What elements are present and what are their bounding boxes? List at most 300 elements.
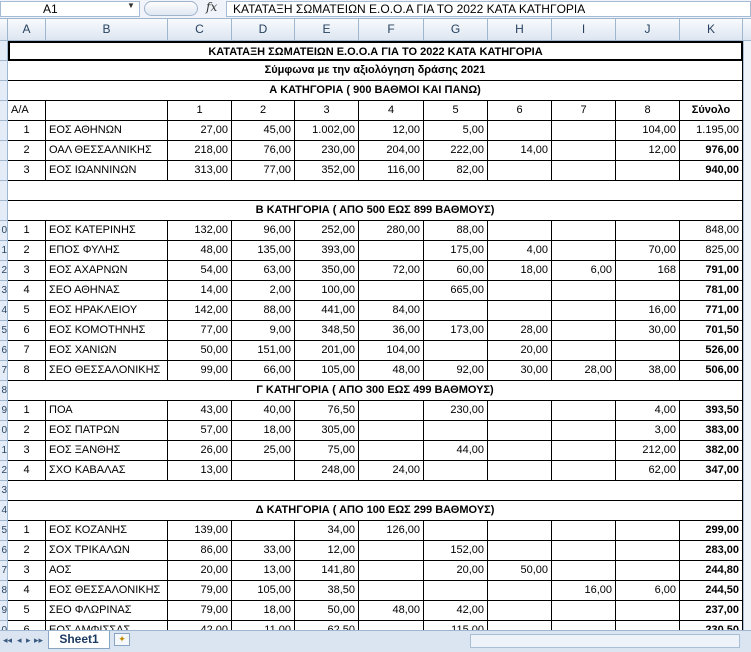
value-cell[interactable]: 3: [8, 161, 46, 181]
value-cell[interactable]: 230,00: [424, 401, 488, 421]
value-cell[interactable]: 12,00: [295, 541, 359, 561]
value-cell[interactable]: [552, 521, 616, 541]
club-name-cell[interactable]: ΣΕΟ ΦΛΩΡΙΝΑΣ: [46, 601, 168, 621]
value-cell[interactable]: 6,00: [552, 261, 616, 281]
value-cell[interactable]: 26,00: [168, 441, 232, 461]
value-cell[interactable]: 441,00: [295, 301, 359, 321]
value-cell[interactable]: 3,00: [616, 421, 680, 441]
value-cell[interactable]: 4,00: [616, 401, 680, 421]
value-cell[interactable]: 2: [8, 141, 46, 161]
value-cell[interactable]: 142,00: [168, 301, 232, 321]
row-header[interactable]: [0, 181, 8, 201]
value-cell[interactable]: 105,00: [295, 361, 359, 381]
total-cell[interactable]: 237,00: [680, 601, 743, 621]
value-cell[interactable]: [359, 241, 424, 261]
header-cell[interactable]: Σύνολο: [680, 101, 743, 121]
value-cell[interactable]: 132,00: [168, 221, 232, 241]
value-cell[interactable]: [424, 341, 488, 361]
value-cell[interactable]: 57,00: [168, 421, 232, 441]
total-cell[interactable]: 383,00: [680, 421, 743, 441]
value-cell[interactable]: 33,00: [232, 541, 295, 561]
row-header[interactable]: 6: [0, 341, 8, 361]
value-cell[interactable]: 204,00: [359, 141, 424, 161]
value-cell[interactable]: 248,00: [295, 461, 359, 481]
club-name-cell[interactable]: ΕΟΣ ΚΟΖΑΝΗΣ: [46, 521, 168, 541]
value-cell[interactable]: [552, 321, 616, 341]
value-cell[interactable]: 92,00: [424, 361, 488, 381]
value-cell[interactable]: 48,00: [168, 241, 232, 261]
club-name-cell[interactable]: ΕΟΣ ΑΧΑΡΝΩΝ: [46, 261, 168, 281]
value-cell[interactable]: 18,00: [232, 421, 295, 441]
header-cell[interactable]: 7: [552, 101, 616, 121]
row-header[interactable]: [0, 161, 8, 181]
row-header[interactable]: [0, 101, 8, 121]
value-cell[interactable]: 1: [8, 401, 46, 421]
header-cell[interactable]: 8: [616, 101, 680, 121]
club-name-cell[interactable]: ΣΕΟ ΘΕΣΣΑΛΟΝΙΚΗΣ: [46, 361, 168, 381]
value-cell[interactable]: [552, 441, 616, 461]
header-cell[interactable]: 3: [295, 101, 359, 121]
total-cell[interactable]: 506,00: [680, 361, 743, 381]
club-name-cell[interactable]: ΕΟΣ ΚΑΤΕΡΙΝΗΣ: [46, 221, 168, 241]
value-cell[interactable]: 34,00: [295, 521, 359, 541]
column-header-j[interactable]: J: [616, 19, 680, 40]
value-cell[interactable]: 96,00: [232, 221, 295, 241]
header-cell[interactable]: 2: [232, 101, 295, 121]
value-cell[interactable]: 75,00: [295, 441, 359, 461]
value-cell[interactable]: [616, 161, 680, 181]
club-name-cell[interactable]: ΕΟΣ ΠΑΤΡΩΝ: [46, 421, 168, 441]
value-cell[interactable]: 70,00: [616, 241, 680, 261]
value-cell[interactable]: 20,00: [168, 561, 232, 581]
value-cell[interactable]: 18,00: [232, 601, 295, 621]
total-cell[interactable]: 283,00: [680, 541, 743, 561]
column-header-k[interactable]: K: [680, 19, 743, 40]
value-cell[interactable]: 104,00: [616, 121, 680, 141]
value-cell[interactable]: 48,00: [359, 361, 424, 381]
function-icon[interactable]: fx: [206, 0, 218, 14]
table-row: [0, 481, 751, 501]
header-cell[interactable]: 1: [168, 101, 232, 121]
value-cell[interactable]: [359, 281, 424, 301]
total-cell[interactable]: 526,00: [680, 341, 743, 361]
column-header-a[interactable]: A: [8, 19, 46, 40]
row-header[interactable]: 0: [0, 221, 8, 241]
value-cell[interactable]: 82,00: [424, 161, 488, 181]
value-cell[interactable]: [424, 301, 488, 321]
sheet-title[interactable]: ΚΑΤΑΤΑΞΗ ΣΩΜΑΤΕΙΩΝ Ε.Ο.Ο.Α ΓΙΑ ΤΟ 2022 ΚΑΤΑ ΚΑΤΗΓΟΡΙΑ: [8, 41, 743, 61]
value-cell[interactable]: [552, 281, 616, 301]
value-cell[interactable]: [552, 421, 616, 441]
value-cell[interactable]: 4,00: [488, 241, 552, 261]
row-header[interactable]: 1: [0, 241, 8, 261]
value-cell[interactable]: 50,00: [168, 341, 232, 361]
value-cell[interactable]: 348,50: [295, 321, 359, 341]
club-name-cell[interactable]: ΟΑΛ ΘΕΣΣΑΛΝΙΚΗΣ: [46, 141, 168, 161]
value-cell[interactable]: [488, 221, 552, 241]
value-cell[interactable]: [552, 341, 616, 361]
value-cell[interactable]: 222,00: [424, 141, 488, 161]
row-header[interactable]: 5: [0, 321, 8, 341]
row-header[interactable]: 6: [0, 541, 8, 561]
value-cell[interactable]: 3: [8, 441, 46, 461]
value-cell[interactable]: 62,00: [616, 461, 680, 481]
value-cell[interactable]: 305,00: [295, 421, 359, 441]
value-cell[interactable]: 3: [8, 261, 46, 281]
value-cell[interactable]: 18,00: [488, 261, 552, 281]
value-cell[interactable]: [552, 541, 616, 561]
club-name-cell[interactable]: ΠΟΑ: [46, 401, 168, 421]
value-cell[interactable]: [424, 421, 488, 441]
club-name-cell[interactable]: ΑΟΣ: [46, 561, 168, 581]
total-cell[interactable]: 848,00: [680, 221, 743, 241]
value-cell[interactable]: 126,00: [359, 521, 424, 541]
value-cell[interactable]: [616, 561, 680, 581]
total-cell[interactable]: 781,00: [680, 281, 743, 301]
value-cell[interactable]: 14,00: [168, 281, 232, 301]
value-cell[interactable]: 201,00: [295, 341, 359, 361]
column-header-g[interactable]: G: [424, 19, 488, 40]
total-cell[interactable]: 976,00: [680, 141, 743, 161]
column-header-b[interactable]: B: [46, 19, 168, 40]
row-header[interactable]: 4: [0, 301, 8, 321]
value-cell[interactable]: 79,00: [168, 581, 232, 601]
value-cell[interactable]: 168: [616, 261, 680, 281]
value-cell[interactable]: [359, 561, 424, 581]
value-cell[interactable]: [616, 541, 680, 561]
value-cell[interactable]: 9,00: [232, 321, 295, 341]
value-cell[interactable]: 86,00: [168, 541, 232, 561]
value-cell[interactable]: [488, 281, 552, 301]
value-cell[interactable]: 13,00: [232, 561, 295, 581]
value-cell[interactable]: 76,00: [232, 141, 295, 161]
value-cell[interactable]: 25,00: [232, 441, 295, 461]
row-header[interactable]: [0, 121, 8, 141]
value-cell[interactable]: 20,00: [488, 341, 552, 361]
club-name-cell[interactable]: ΕΟΣ ΑΘΗΝΩΝ: [46, 121, 168, 141]
row-header[interactable]: [0, 61, 8, 81]
value-cell[interactable]: 20,00: [424, 561, 488, 581]
total-cell[interactable]: 771,00: [680, 301, 743, 321]
value-cell[interactable]: 12,00: [616, 141, 680, 161]
row-header[interactable]: [0, 41, 8, 61]
value-cell[interactable]: 38,00: [616, 361, 680, 381]
value-cell[interactable]: 54,00: [168, 261, 232, 281]
row-header[interactable]: 5: [0, 521, 8, 541]
club-name-cell[interactable]: ΣΟΧ ΤΡΙΚΑΛΩΝ: [46, 541, 168, 561]
header-cell[interactable]: 4: [359, 101, 424, 121]
sheet-tab-sheet1[interactable]: Sheet1: [48, 631, 110, 649]
value-cell[interactable]: [488, 441, 552, 461]
formula-input[interactable]: ΚΑΤΑΤΑΞΗ ΣΩΜΑΤΕΙΩΝ Ε.Ο.Ο.Α ΓΙΑ ΤΟ 2022 ΚΑΤΑ ΚΑΤΗΓΟΡΙΑ: [226, 1, 751, 17]
value-cell[interactable]: 230,00: [295, 141, 359, 161]
club-name-cell[interactable]: ΣΧΟ ΚΑΒΑΛΑΣ: [46, 461, 168, 481]
value-cell[interactable]: [552, 561, 616, 581]
row-header[interactable]: [0, 141, 8, 161]
row-header[interactable]: 8: [0, 581, 8, 601]
value-cell[interactable]: [488, 601, 552, 621]
chevron-down-icon[interactable]: ▼: [127, 1, 135, 10]
spreadsheet-grid[interactable]: [0, 41, 751, 630]
table-row: [0, 161, 751, 181]
value-cell[interactable]: [552, 241, 616, 261]
sheet-subtitle[interactable]: Σύμφωνα με την αξιολόγηση δράσης 2021: [8, 61, 743, 81]
value-cell[interactable]: 42,00: [424, 601, 488, 621]
value-cell[interactable]: [616, 601, 680, 621]
column-header-e[interactable]: E: [295, 19, 359, 40]
club-name-cell[interactable]: ΕΟΣ ΙΩΑΝΝΙΝΩΝ: [46, 161, 168, 181]
row-header[interactable]: 3: [0, 481, 8, 501]
value-cell[interactable]: 79,00: [168, 601, 232, 621]
value-cell[interactable]: 48,00: [359, 601, 424, 621]
row-header[interactable]: 8: [0, 381, 8, 401]
club-name-cell[interactable]: ΣΕΟ ΑΘΗΝΑΣ: [46, 281, 168, 301]
row-header[interactable]: 7: [0, 561, 8, 581]
total-cell[interactable]: 347,00: [680, 461, 743, 481]
value-cell[interactable]: 1: [8, 221, 46, 241]
table-row: [0, 101, 751, 121]
category-heading[interactable]: Β ΚΑΤΗΓΟΡΙΑ ( ΑΠΟ 500 ΕΩΣ 899 ΒΑΘΜΟΥΣ): [8, 201, 743, 221]
row-header[interactable]: 2: [0, 261, 8, 281]
total-cell[interactable]: 825,00: [680, 241, 743, 261]
row-header[interactable]: 7: [0, 361, 8, 381]
value-cell[interactable]: 1: [8, 521, 46, 541]
value-cell[interactable]: 50,00: [488, 561, 552, 581]
value-cell[interactable]: [616, 341, 680, 361]
value-cell[interactable]: 5,00: [424, 121, 488, 141]
value-cell[interactable]: [552, 401, 616, 421]
value-cell[interactable]: 151,00: [232, 341, 295, 361]
value-cell[interactable]: [359, 441, 424, 461]
value-cell[interactable]: 45,00: [232, 121, 295, 141]
insert-sheet-icon[interactable]: ✦: [114, 633, 130, 646]
value-cell[interactable]: [232, 461, 295, 481]
select-all-corner[interactable]: [0, 19, 8, 40]
value-cell[interactable]: 30,00: [616, 321, 680, 341]
total-cell[interactable]: 382,00: [680, 441, 743, 461]
value-cell[interactable]: [616, 521, 680, 541]
value-cell[interactable]: [552, 301, 616, 321]
total-cell[interactable]: 791,00: [680, 261, 743, 281]
value-cell[interactable]: [488, 161, 552, 181]
value-cell[interactable]: 116,00: [359, 161, 424, 181]
value-cell[interactable]: 77,00: [168, 321, 232, 341]
value-cell[interactable]: [552, 141, 616, 161]
value-cell[interactable]: 43,00: [168, 401, 232, 421]
value-cell[interactable]: 4: [8, 281, 46, 301]
value-cell[interactable]: [424, 461, 488, 481]
formula-expand-handle[interactable]: [144, 1, 198, 16]
value-cell[interactable]: 100,00: [295, 281, 359, 301]
value-cell[interactable]: 3: [8, 561, 46, 581]
value-cell[interactable]: 2: [8, 541, 46, 561]
value-cell[interactable]: [488, 421, 552, 441]
value-cell[interactable]: 28,00: [552, 361, 616, 381]
value-cell[interactable]: 2: [8, 421, 46, 441]
total-cell[interactable]: 701,50: [680, 321, 743, 341]
value-cell[interactable]: 16,00: [616, 301, 680, 321]
value-cell[interactable]: [552, 461, 616, 481]
value-cell[interactable]: 36,00: [359, 321, 424, 341]
value-cell[interactable]: 175,00: [424, 241, 488, 261]
row-header[interactable]: 0: [0, 421, 8, 441]
value-cell[interactable]: [359, 541, 424, 561]
horizontal-scrollbar[interactable]: [470, 634, 740, 648]
row-header[interactable]: 4: [0, 501, 8, 521]
value-cell[interactable]: 352,00: [295, 161, 359, 181]
value-cell[interactable]: 60,00: [424, 261, 488, 281]
total-cell[interactable]: 1.195,00: [680, 121, 743, 141]
value-cell[interactable]: 139,00: [168, 521, 232, 541]
value-cell[interactable]: 84,00: [359, 301, 424, 321]
value-cell[interactable]: 252,00: [295, 221, 359, 241]
value-cell[interactable]: [552, 221, 616, 241]
club-name-cell[interactable]: ΕΠΟΣ ΦΥΛΗΣ: [46, 241, 168, 261]
value-cell[interactable]: 40,00: [232, 401, 295, 421]
next-sheet-icon[interactable]: ▸: [26, 635, 31, 645]
value-cell[interactable]: [488, 401, 552, 421]
value-cell[interactable]: 27,00: [168, 121, 232, 141]
value-cell[interactable]: 63,00: [232, 261, 295, 281]
value-cell[interactable]: 88,00: [424, 221, 488, 241]
value-cell[interactable]: [424, 521, 488, 541]
value-cell[interactable]: 1.002,00: [295, 121, 359, 141]
value-cell[interactable]: 104,00: [359, 341, 424, 361]
value-cell[interactable]: [232, 521, 295, 541]
value-cell[interactable]: [359, 401, 424, 421]
value-cell[interactable]: 24,00: [359, 461, 424, 481]
column-header-c[interactable]: C: [168, 19, 232, 40]
total-cell[interactable]: 940,00: [680, 161, 743, 181]
row-header[interactable]: 9: [0, 401, 8, 421]
category-heading[interactable]: Δ ΚΑΤΗΓΟΡΙΑ ( ΑΠΟ 100 ΕΩΣ 299 ΒΑΘΜΟΥΣ): [8, 501, 743, 521]
header-cell[interactable]: 5: [424, 101, 488, 121]
value-cell[interactable]: 218,00: [168, 141, 232, 161]
total-cell[interactable]: 244,50: [680, 581, 743, 601]
value-cell[interactable]: 135,00: [232, 241, 295, 261]
value-cell[interactable]: 152,00: [424, 541, 488, 561]
value-cell[interactable]: 77,00: [232, 161, 295, 181]
value-cell[interactable]: 16,00: [552, 581, 616, 601]
value-cell[interactable]: 280,00: [359, 221, 424, 241]
header-cell[interactable]: [46, 101, 168, 121]
category-heading[interactable]: Α ΚΑΤΗΓΟΡΙΑ ( 900 ΒΑΘΜΟΙ ΚΑΙ ΠΑΝΩ): [8, 81, 743, 101]
header-cell[interactable]: Α/Α: [8, 101, 46, 121]
value-cell[interactable]: 12,00: [359, 121, 424, 141]
value-cell[interactable]: 173,00: [424, 321, 488, 341]
category-heading[interactable]: Γ ΚΑΤΗΓΟΡΙΑ ( ΑΠΟ 300 ΕΩΣ 499 ΒΑΘΜΟΥΣ): [8, 381, 743, 401]
value-cell[interactable]: 4: [8, 581, 46, 601]
sheet-tab-bar: [0, 630, 751, 652]
row-header[interactable]: 1: [0, 441, 8, 461]
value-cell[interactable]: 72,00: [359, 261, 424, 281]
value-cell[interactable]: 13,00: [168, 461, 232, 481]
value-cell[interactable]: [488, 301, 552, 321]
value-cell[interactable]: 28,00: [488, 321, 552, 341]
value-cell[interactable]: 30,00: [488, 361, 552, 381]
value-cell[interactable]: 2,00: [232, 281, 295, 301]
value-cell[interactable]: [359, 421, 424, 441]
value-cell[interactable]: 393,00: [295, 241, 359, 261]
value-cell[interactable]: 1: [8, 121, 46, 141]
value-cell[interactable]: 99,00: [168, 361, 232, 381]
value-cell[interactable]: 50,00: [295, 601, 359, 621]
value-cell[interactable]: [616, 281, 680, 301]
value-cell[interactable]: [488, 121, 552, 141]
value-cell[interactable]: 350,00: [295, 261, 359, 281]
value-cell[interactable]: [488, 581, 552, 601]
header-cell[interactable]: 6: [488, 101, 552, 121]
value-cell[interactable]: [424, 581, 488, 601]
value-cell[interactable]: [616, 221, 680, 241]
value-cell[interactable]: [488, 541, 552, 561]
column-header-f[interactable]: F: [359, 19, 424, 40]
first-sheet-icon[interactable]: ◂◂: [3, 635, 13, 645]
value-cell[interactable]: 6,00: [616, 581, 680, 601]
column-header-d[interactable]: D: [232, 19, 295, 40]
row-header[interactable]: 2: [0, 461, 8, 481]
value-cell[interactable]: 76,50: [295, 401, 359, 421]
value-cell[interactable]: 5: [8, 301, 46, 321]
row-header[interactable]: 9: [0, 601, 8, 621]
value-cell[interactable]: 66,00: [232, 361, 295, 381]
value-cell[interactable]: 6: [8, 321, 46, 341]
table-row: [0, 61, 751, 81]
total-cell[interactable]: 299,00: [680, 521, 743, 541]
column-header-h[interactable]: H: [488, 19, 552, 40]
total-cell[interactable]: 393,50: [680, 401, 743, 421]
vertical-scrollbar[interactable]: [743, 41, 751, 630]
value-cell[interactable]: 44,00: [424, 441, 488, 461]
row-header[interactable]: [0, 81, 8, 101]
row-header[interactable]: 3: [0, 281, 8, 301]
column-header-i[interactable]: I: [552, 19, 616, 40]
table-row: [0, 281, 751, 301]
value-cell[interactable]: 5: [8, 601, 46, 621]
value-cell[interactable]: 88,00: [232, 301, 295, 321]
value-cell[interactable]: 8: [8, 361, 46, 381]
value-cell[interactable]: [552, 161, 616, 181]
value-cell[interactable]: [552, 121, 616, 141]
value-cell[interactable]: 4: [8, 461, 46, 481]
row-header[interactable]: [0, 201, 8, 221]
value-cell[interactable]: 14,00: [488, 141, 552, 161]
prev-sheet-icon[interactable]: ◂: [17, 635, 22, 645]
empty-cell[interactable]: [8, 481, 743, 501]
total-cell[interactable]: 244,80: [680, 561, 743, 581]
club-name-cell[interactable]: ΕΟΣ ΧΑΝΙΩΝ: [46, 341, 168, 361]
name-box[interactable]: A1: [0, 1, 140, 17]
value-cell[interactable]: 212,00: [616, 441, 680, 461]
value-cell[interactable]: 313,00: [168, 161, 232, 181]
value-cell[interactable]: [359, 581, 424, 601]
value-cell[interactable]: 38,50: [295, 581, 359, 601]
value-cell[interactable]: 665,00: [424, 281, 488, 301]
club-name-cell[interactable]: ΕΟΣ ΞΑΝΘΗΣ: [46, 441, 168, 461]
club-name-cell[interactable]: ΕΟΣ ΗΡΑΚΛΕΙΟΥ: [46, 301, 168, 321]
value-cell[interactable]: 2: [8, 241, 46, 261]
club-name-cell[interactable]: ΕΟΣ ΘΕΣΣΑΛΟΝΙΚΗΣ: [46, 581, 168, 601]
value-cell[interactable]: [488, 521, 552, 541]
value-cell[interactable]: [488, 461, 552, 481]
value-cell[interactable]: [552, 601, 616, 621]
club-name-cell[interactable]: ΕΟΣ ΚΟΜΟΤΗΝΗΣ: [46, 321, 168, 341]
empty-cell[interactable]: [8, 181, 743, 201]
value-cell[interactable]: 7: [8, 341, 46, 361]
value-cell[interactable]: 105,00: [232, 581, 295, 601]
value-cell[interactable]: 141,80: [295, 561, 359, 581]
last-sheet-icon[interactable]: ▸▸: [34, 635, 44, 645]
